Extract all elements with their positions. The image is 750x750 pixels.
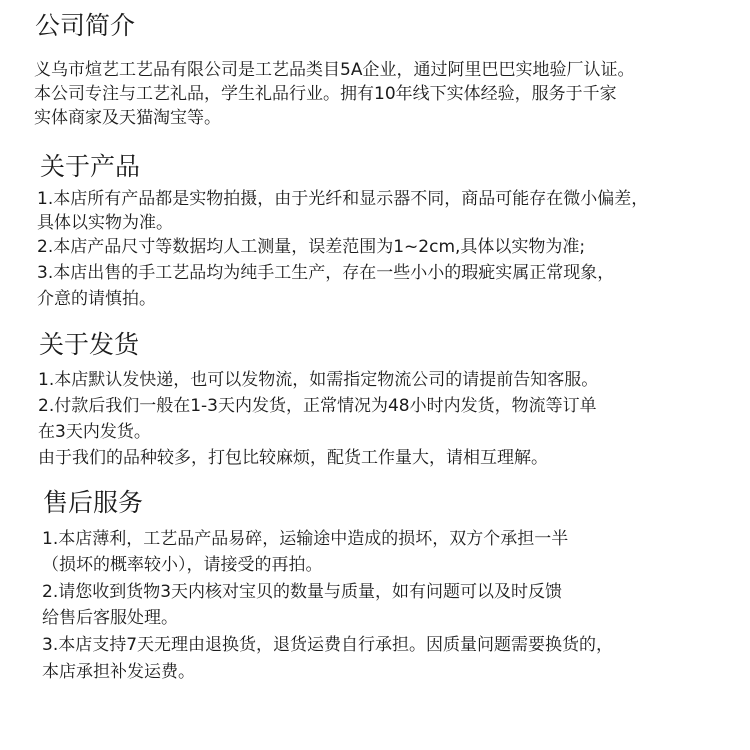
- about-shipping-line: 在3天内发货。: [38, 422, 151, 442]
- section-title-about-products: 关于产品: [40, 152, 141, 181]
- after-sales-line: 给售后客服处理。: [42, 608, 178, 628]
- company-intro-line: 义乌市煊艺工艺品有限公司是工艺品类目5A企业，通过阿里巴巴实地验厂认证。: [34, 60, 635, 80]
- company-intro-line: 本公司专注与工艺礼品，学生礼品行业。拥有10年线下实体经验，服务于千家: [34, 84, 617, 104]
- about-shipping-line: 由于我们的品种较多，打包比较麻烦，配货工作量大，请相互理解。: [38, 448, 548, 468]
- about-products-line: 介意的请慎拍。: [37, 289, 156, 309]
- section-title-after-sales: 售后服务: [43, 488, 144, 517]
- after-sales-line: 本店承担补发运费。: [42, 662, 195, 682]
- section-title-about-shipping: 关于发货: [39, 330, 140, 359]
- section-title-company-intro: 公司简介: [35, 11, 136, 40]
- about-shipping-line: 1.本店默认发快递，也可以发物流，如需指定物流公司的请提前告知客服。: [38, 370, 599, 390]
- about-products-line: 具体以实物为准。: [37, 213, 173, 233]
- about-shipping-line: 2.付款后我们一般在1-3天内发货，正常情况为48小时内发货，物流等订单: [38, 396, 597, 416]
- after-sales-line: 1.本店薄利，工艺品产品易碎，运输途中造成的损坏，双方个承担一半: [42, 529, 569, 549]
- about-products-line: 3.本店出售的手工艺品均为纯手工生产，存在一些小小的瑕疵实属正常现象，: [37, 263, 615, 283]
- about-products-line: 1.本店所有产品都是实物拍摄，由于光纤和显示器不同，商品可能存在微小偏差，: [37, 189, 649, 209]
- about-products-line: 2.本店产品尺寸等数据均人工测量，误差范围为1~2cm,具体以实物为准;: [37, 237, 586, 257]
- company-intro-line: 实体商家及天猫淘宝等。: [34, 108, 221, 128]
- after-sales-line: 2.请您收到货物3天内核对宝贝的数量与质量，如有问题可以及时反馈: [42, 582, 563, 602]
- after-sales-line: 3.本店支持7天无理由退换货，退货运费自行承担。因质量问题需要换货的，: [42, 635, 614, 655]
- after-sales-line: （损坏的概率较小），请接受的再拍。: [42, 555, 323, 575]
